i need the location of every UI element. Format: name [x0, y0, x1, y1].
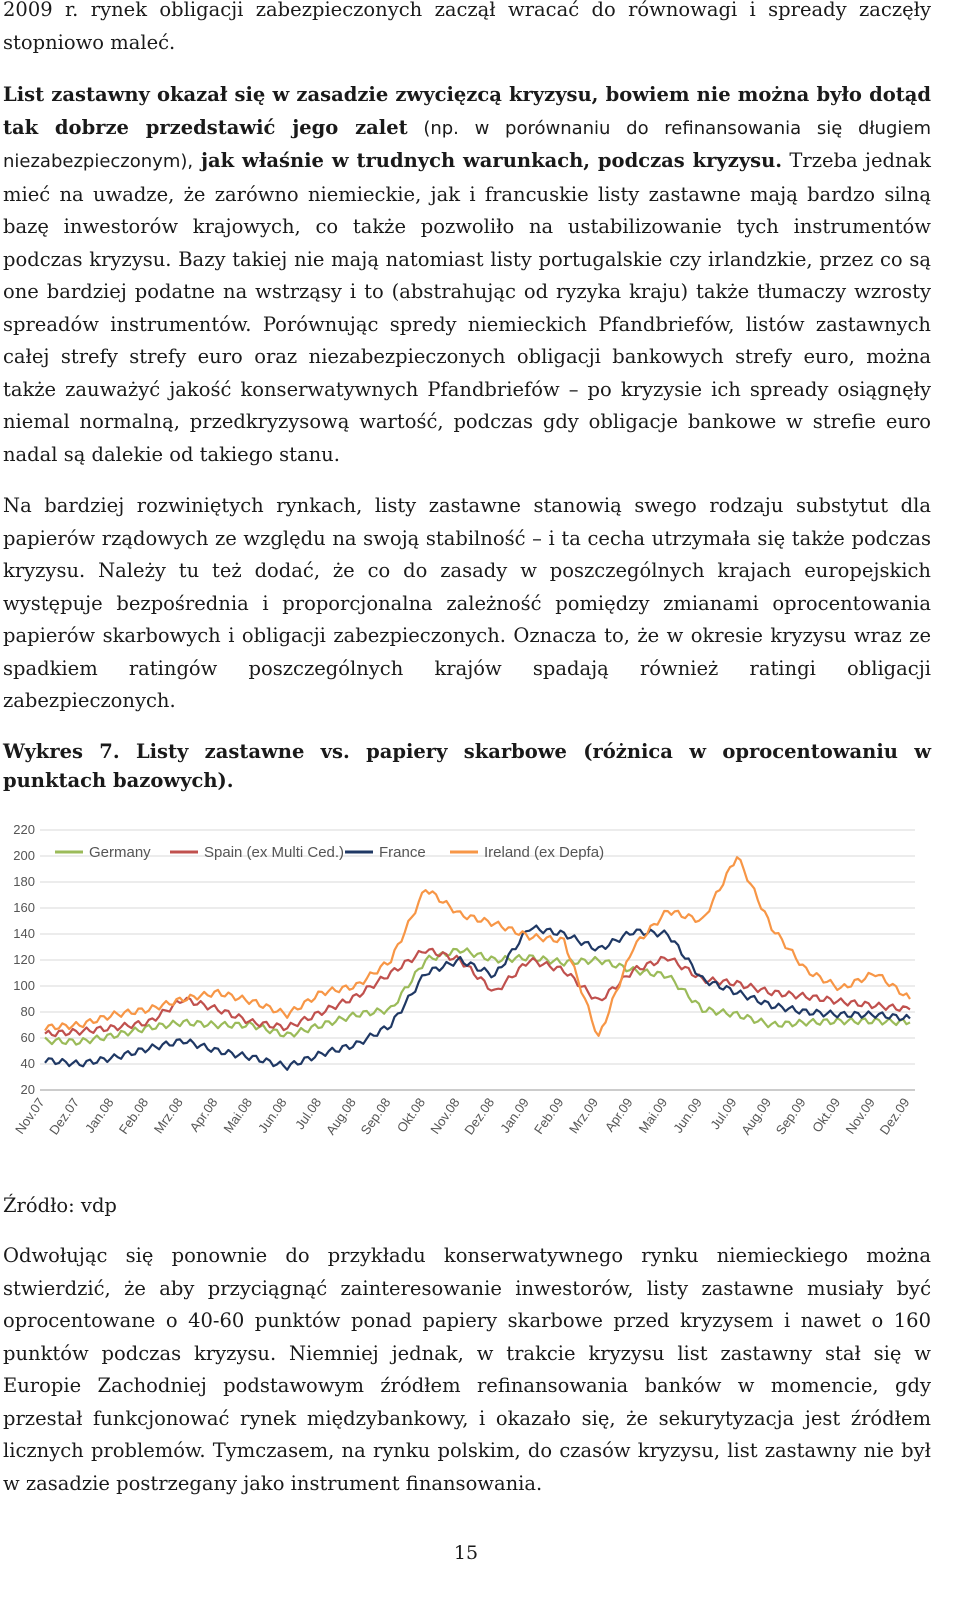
series-line	[45, 926, 910, 1070]
chart-grid	[40, 830, 915, 1090]
page-number: 15	[453, 1542, 479, 1564]
legend-label: Spain (ex Multi Ced.)	[204, 844, 345, 861]
x-tick-label: Jan.08	[81, 1095, 117, 1136]
x-tick-label: Apr.08	[186, 1095, 221, 1135]
y-tick-label: 140	[13, 926, 35, 941]
x-tick-label: Dez.09	[876, 1095, 913, 1138]
y-tick-label: 100	[13, 978, 35, 993]
paragraph-covered-bonds	[3, 79, 931, 471]
x-tick-label: Mai.08	[220, 1095, 256, 1136]
x-tick-label: Okt.09	[809, 1095, 844, 1136]
spread-line-chart	[0, 810, 940, 1180]
x-tick-label: Jun.08	[254, 1095, 290, 1136]
x-tick-label: Mrz.08	[150, 1095, 186, 1137]
x-tick-label: Aug.09	[738, 1095, 775, 1138]
y-tick-label: 40	[20, 1056, 35, 1071]
paragraph-intro: 2009 r. rynek obligacji zabezpieczonych zaczął wracać do równowagi i spready zaczęły stopniowo maleć.	[3, 0, 931, 54]
x-tick-label: Jul.08	[292, 1095, 325, 1133]
x-tick-label: Jan.09	[497, 1095, 532, 1136]
x-tick-label: Sep.08	[357, 1095, 394, 1138]
y-tick-label: 120	[13, 952, 35, 967]
x-tick-label: Nov.07	[12, 1095, 48, 1137]
legend-label: Germany	[89, 844, 151, 861]
y-tick-label: 180	[13, 874, 35, 889]
y-tick-label: 20	[20, 1082, 35, 1097]
x-tick-label: Apr.09	[601, 1095, 636, 1135]
paragraph-rest: Trzeba jednak mieć na uwadze, że zarówno niemieckie, jak i francuskie listy zastawne mają bardzo silną bazę inwestorów krajowych, co także pozwoliło na ustabilizowanie tych instrumentów podczas kryzysu. Bazy takiej nie mają natomiast listy portugalskie czy irlandzkie, przez co są one bardziej podatne na wstrząsy i to (abstrahując od ryzyka kraju) także tłumaczy wzrosty spreadów instrumentów. Porównując spredy niemieckich Pfandbriefów, listów zastawnych całej strefy strefy euro oraz niezabezpieczonych obligacji bankowych strefy euro, można także zauważyć jakość konserwatywnych Pfandbriefów – po kryzysie ich spready osiągnęły niemal normalną, przedkryzysową wartość, podczas gdy obligacje bankowe w strefie euro nadal są dalekie od takiego stanu.	[3, 149, 931, 466]
legend-label: France	[379, 844, 426, 861]
x-tick-label: Feb.08	[115, 1095, 152, 1137]
y-tick-label: 60	[20, 1030, 35, 1045]
series-line	[45, 857, 910, 1036]
legend-label: Ireland (ex Depfa)	[484, 844, 605, 861]
x-tick-label: Dez.08	[461, 1095, 498, 1138]
x-tick-label: Jun.09	[670, 1095, 705, 1136]
paragraph-german-market: Odwołując się ponownie do przykładu konserwatywnego rynku niemieckiego można stwierdzić, że aby przyciągnąć zainteresowanie inwestorów, listy zastawne musiały być oprocentowane o 40-60 punktów ponad papiery skarbowe przed kryzysem i nawet o 160 punktów podczas kryzysu. Niemniej jednak, w trakcie kryzysu list zastawny stał się w Europie Zachodniej podstawowym źródłem refinansowania banków w momencie, gdy przestał funkcjonować rynek międzybankowy, i okazało się, że sekurytyzacja jest źródłem licznych problemów. Tymczasem, na rynku polskim, do czasów kryzysu, list zastawny nie był w zasadzie postrzegany jako instrument finansowania.	[3, 1244, 931, 1495]
x-tick-label: Mai.09	[635, 1095, 671, 1136]
sans-text: (np. w porównaniu do refinansowania się długiem niezabezpieczonym),	[3, 117, 931, 172]
x-tick-label: Jul.09	[707, 1095, 740, 1133]
x-tick-label: Okt.08	[393, 1095, 429, 1136]
x-axis	[12, 1095, 912, 1137]
x-tick-label: Dez.07	[46, 1095, 83, 1138]
y-tick-label: 80	[20, 1004, 35, 1019]
chart-caption: Wykres 7. Listy zastawne vs. papiery skarbowe (różnica w oprocentowaniu w punktach bazowych).	[3, 740, 931, 792]
series-line	[45, 948, 910, 1044]
paragraph-developed-markets: Na bardziej rozwiniętych rynkach, listy zastawne stanowią swego rodzaju substytut dla papierów rządowych ze względu na swoją stabilność – i ta cecha utrzymała się także podczas kryzysu. Należy tu też dodać, że co do zasady w poszczególnych krajach europejskich występuje bezpośrednia i proporcjonalna zależność pomiędzy zmianami oprocentowania papierów skarbowych i obligacji zabezpieczonych. Oznacza to, że w okresie kryzysu wraz ze spadkiem ratingów poszczególnych krajów spadają również ratingi obligacji zabezpieczonych.	[3, 494, 931, 712]
bold-text-2: jak właśnie w trudnych warunkach, podczas kryzysu.	[193, 149, 783, 172]
bold-text-1: List zastawny okazał się w zasadzie zwycięzcą kryzysu, bowiem nie można było dotąd tak dobrze przedstawić jego zalet	[3, 83, 931, 139]
y-tick-label: 220	[13, 822, 35, 837]
x-tick-label: Mrz.09	[565, 1095, 602, 1137]
x-tick-label: Feb.09	[530, 1095, 567, 1137]
y-tick-label: 200	[13, 848, 35, 863]
y-tick-label: 160	[13, 900, 35, 915]
chart-legend	[55, 844, 604, 861]
chart-source: Źródło: vdp	[3, 1194, 117, 1217]
x-tick-label: Aug.08	[322, 1095, 359, 1138]
x-tick-label: Sep.09	[772, 1095, 809, 1138]
x-tick-label: Nov.08	[427, 1095, 463, 1137]
x-tick-label: Nov.09	[842, 1095, 878, 1137]
